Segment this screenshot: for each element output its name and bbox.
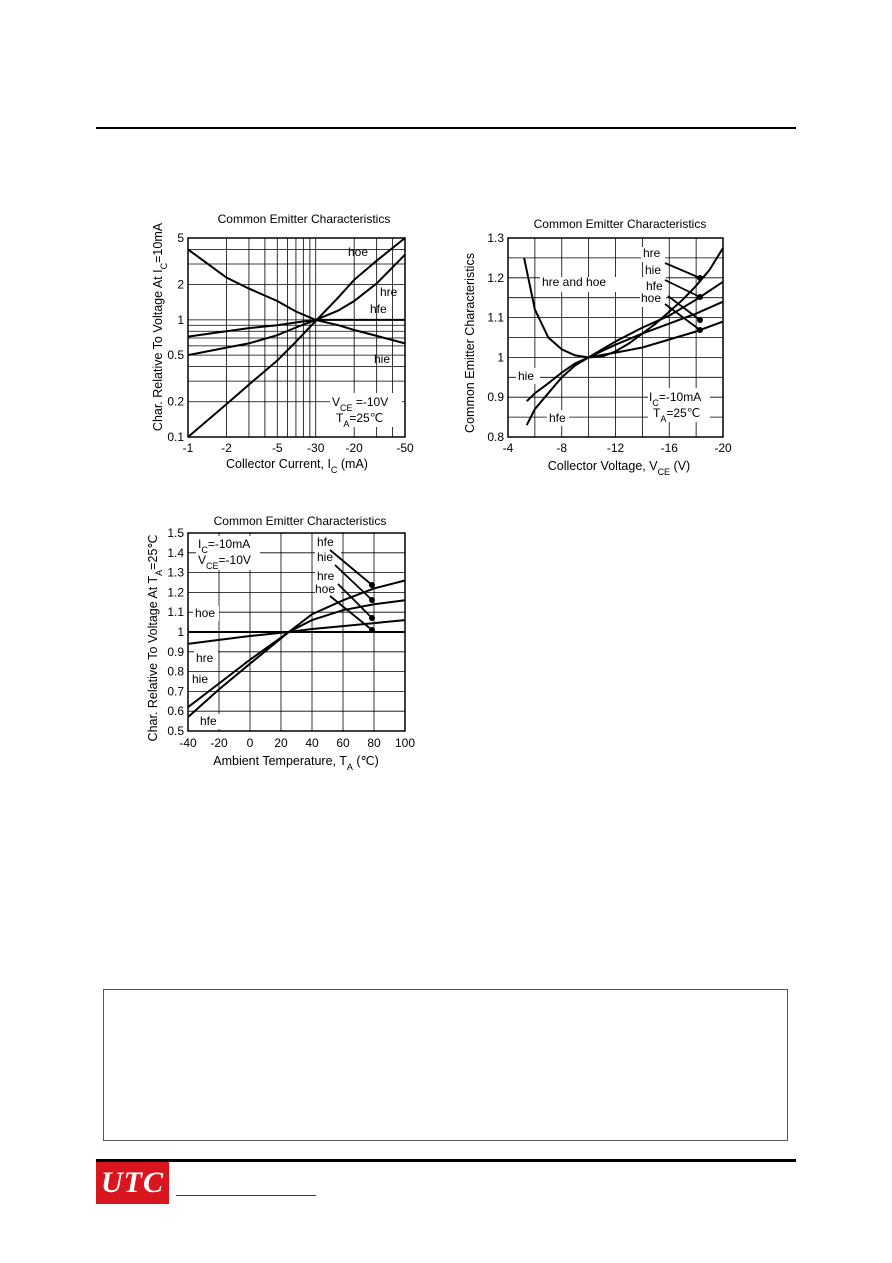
x-tick-label: -4 [502,441,514,455]
series-label-hfe: hfe [317,535,334,549]
x-tick-label: -50 [396,441,414,455]
y-tick-label: 0.5 [167,724,184,738]
series-label-hfe-low: hfe [549,411,566,425]
series-label-hoe: hoe [315,582,336,596]
pointer-arrow [665,263,700,278]
x-tick-label: 60 [336,736,350,750]
x-tick-label: -40 [179,736,197,750]
y-axis-label: Char. Relative To Voltage At $T_A=25℃$ [146,534,164,742]
y-tick-label: 1.3 [487,231,504,245]
pointer-arrow-head [697,317,703,323]
series-label-hre-left: hre [196,651,214,665]
x-tick-label: -30 [307,441,325,455]
annotation-ta: $T_A=25℃$ [653,406,701,424]
series-label-hre: hre [643,246,661,260]
x-tick-label: -20 [210,736,228,750]
annotation-ic: $I_C=-10mA$ [649,390,702,408]
x-tick-label: 40 [305,736,319,750]
series-label-hfe-left: hfe [200,714,217,728]
pointer-arrow-head [369,627,375,633]
y-tick-label: 0.9 [167,644,184,659]
pointer-arrow-head [697,327,703,333]
annotation-ic: $I_C=-10mA$ [198,537,251,555]
x-axis-label: Collector Current, $I_C$ (mA) [226,457,368,475]
x-tick-label: -20 [345,441,363,455]
chart-ambient-temperature [146,514,415,772]
y-axis-label: Common Emitter Characteristics [463,253,477,433]
x-tick-label: -20 [714,441,732,455]
series-label-hie: hie [645,263,662,277]
x-axis-label: Ambient Temperature, $T_A$ (℃) [213,754,379,772]
x-tick-label: -2 [221,441,232,455]
y-tick-label: 1.4 [167,545,184,560]
series-label-hie-low: hie [518,369,535,383]
footer-rule [96,1159,796,1162]
chart-collector-current [151,212,414,475]
series-label-hoe: hoe [348,245,369,259]
y-tick-label: 1 [497,350,504,365]
x-tick-label: 0 [246,736,254,750]
y-tick-label: 0.8 [487,430,504,444]
series-label-hre: hre [380,285,398,299]
chart-title: Common Emitter Characteristics [213,514,387,528]
x-tick-label: 80 [367,736,381,750]
chart-title: Common Emitter Characteristics [533,217,707,231]
x-tick-label: -8 [556,441,568,455]
pointer-arrow-head [369,582,375,588]
y-tick-label: 0.7 [167,684,184,699]
series-label-hie-left: hie [192,672,209,686]
pointer-arrow-head [369,597,375,603]
y-tick-label: 5 [177,231,184,245]
pointer-arrow-head [369,615,375,621]
annotation-ta: $T_A=25℃$ [336,411,384,429]
footer-link[interactable] [176,1195,316,1196]
series-label-hfe: hfe [370,302,387,316]
x-tick-label: -1 [182,441,194,455]
pointer-arrow-head [697,275,703,281]
series-label-hre: hre [317,569,335,583]
x-tick-label: -16 [660,441,678,455]
y-tick-label: 0.6 [167,704,184,719]
y-tick-label: 1.2 [487,270,504,285]
y-axis-label: Char. Relative To Voltage At $I_C=10mA$ [151,222,169,432]
series-label-hfe: hfe [646,279,663,293]
notice-box [103,989,788,1141]
x-axis-label: Collector Voltage, $V_{CE}$ (V) [547,459,691,477]
utc-logo [96,1162,169,1204]
y-tick-label: 0.8 [167,664,184,679]
y-tick-label: 1.3 [167,565,184,580]
y-tick-label: 1 [177,312,184,327]
y-tick-label: 1.5 [167,526,184,540]
annotation-vce: $V_{CE} =-10V$ [332,395,389,413]
y-tick-label: 1.2 [167,585,184,600]
x-tick-label: -12 [606,441,625,455]
pointer-arrow-head [697,294,703,300]
series-label-hre-and-hoe: hre and hoe [542,275,607,289]
annotation-vce: $V_{CE}=-10V$ [198,553,251,571]
series-label-hoe: hoe [641,291,662,305]
series-label-hie: hie [374,352,391,366]
chart-collector-voltage [463,217,732,477]
series-label-hoe-left: hoe [195,606,216,620]
x-tick-label: 100 [394,736,416,750]
y-tick-label: 0.2 [167,394,184,409]
series-hre-and-hoe [524,258,723,358]
chart-title: Common Emitter Characteristics [217,212,391,226]
y-tick-label: 0.1 [167,430,184,444]
y-tick-label: 1.1 [167,605,184,620]
y-tick-label: 1 [177,625,184,639]
y-tick-label: 1.1 [487,310,504,325]
y-tick-label: 0.9 [487,390,504,405]
x-tick-label: -5 [271,441,283,455]
utc-logo-text: UTC [101,1166,164,1199]
y-tick-label: 0.5 [167,348,184,363]
x-tick-label: 20 [274,736,288,750]
series-label-hie: hie [317,550,334,564]
y-tick-label: 2 [177,277,184,292]
